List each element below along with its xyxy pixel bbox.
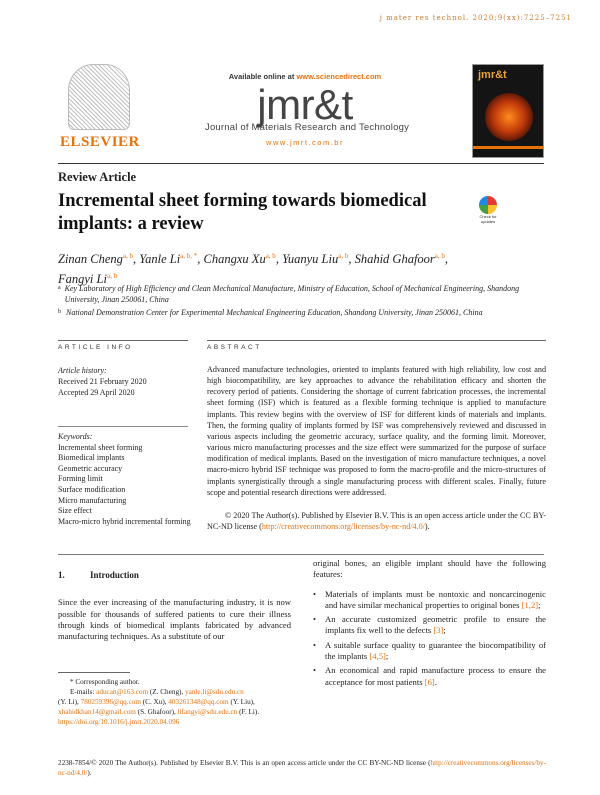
copyright-prefix: © 2020 The Author(s). Published by Elsevier B.V. This is an open access article under the CC BY-NC-ND license (: [207, 511, 546, 532]
abstract-heading: ABSTRACT: [207, 344, 262, 351]
author-sup[interactable]: a, b: [265, 252, 276, 260]
affiliations: [58, 283, 528, 320]
section-number: 1.: [58, 570, 65, 580]
footnote-rule: [58, 672, 130, 673]
email-link[interactable]: yanle.li@sdu.edu.cn: [185, 688, 244, 696]
corresponding-author: * Corresponding author.: [70, 678, 140, 686]
list-item: [313, 665, 546, 688]
list-item: [313, 640, 546, 663]
cover-art: [485, 93, 533, 141]
email-owner: (Y. Liu),: [228, 698, 255, 706]
author-sup[interactable]: a, b: [434, 252, 445, 260]
bullet-end: ;: [443, 625, 446, 636]
article-info-heading: ARTICLE INFO: [58, 344, 133, 351]
bullet-text: An economical and rapid manufacture process to ensure the acceptance for most patients: [325, 665, 546, 687]
body-right-column: [313, 558, 546, 691]
section-title: Introduction: [90, 570, 139, 580]
article-title: Incremental sheet forming towards biomedical implants: a review: [58, 191, 427, 234]
footnotes: [58, 677, 298, 727]
bullet-end: ;: [538, 599, 541, 610]
keywords-label: Keywords:: [58, 432, 93, 441]
elsevier-wordmark: ELSEVIER: [60, 134, 140, 150]
bullet-text: An accurate customized geometric profile to ensure the implants fix well to the defects: [325, 614, 546, 636]
abstract-copyright: [207, 510, 546, 532]
affiliation-item: [58, 307, 528, 318]
email-owner: (F. Li).: [237, 708, 260, 716]
bullet-end: .: [434, 676, 437, 687]
citation-link[interactable]: [3]: [433, 625, 444, 636]
author-list: Zinan Cheng$^{a, b}$, Yanle $Li^{a, b, *}$, Changxu Xu$^{a, b}$, Yuanyu Liu$^{a, b}$, Shahid Ghafoor$^{a, b}$, Fangyi Li$^{a, b}$: [58, 252, 449, 287]
cover-strip: [473, 146, 543, 149]
issn-prefix: 2238-7854/© 2020 The Author(s). Published by Elsevier B.V. This is an open access article under the CC BY-NC-ND license (: [58, 759, 431, 767]
issn-license: [58, 758, 546, 778]
elsevier-logo: [60, 64, 138, 154]
author-name: Changxu Xu: [203, 252, 266, 267]
author-name: Yanle Li: [139, 252, 181, 267]
features-lead: original bones, an eligible implant should have the following features:: [313, 558, 546, 580]
bullet-text: A suitable surface quality to guarantee the biocompatibility of the implants: [325, 639, 546, 662]
citation-link[interactable]: [4,5]: [369, 651, 386, 662]
email-link[interactable]: 403261348@qq.com: [168, 698, 229, 706]
author-name: Shahid Ghafoor: [354, 252, 435, 267]
section-heading: [58, 570, 291, 581]
header-divider: [58, 163, 544, 164]
body-divider: [58, 554, 544, 555]
emails-label: E-mails:: [70, 688, 95, 696]
available-prefix: Available online at: [228, 72, 295, 81]
issn-suffix: ).: [87, 769, 92, 777]
bullet-text: Materials of implants must be nontoxic and noncarcinogenic and have similar mechanical properties to original bones: [325, 588, 546, 610]
abstract-rule: [207, 340, 546, 341]
crossmark-button[interactable]: [476, 196, 500, 226]
running-head: j mater res technol. 2020;9(xx):7225–7251: [379, 14, 572, 22]
author-name: Zinan Cheng: [58, 252, 123, 267]
accepted-date: Accepted 29 April 2020: [58, 388, 135, 397]
intro-paragraph: Since the ever increasing of the manufacturing industry, it is now possible for thousands of suffered patients to cure their illness through kinds of biomedical implants fabricated by advanced manufacturing techniques. As a substitute of our: [58, 597, 291, 642]
features-list: [313, 589, 546, 688]
email-link[interactable]: lifangyi@sdu.edu.cn: [177, 708, 238, 716]
email-link[interactable]: xhahidkhan14@gmail.com: [58, 708, 136, 716]
email-line: [58, 697, 298, 707]
email-line: [58, 687, 298, 697]
keyword: Biomedical implants: [58, 453, 125, 463]
keyword: Geometric accuracy: [58, 463, 123, 473]
email-owner: (C. Xu),: [140, 698, 169, 706]
email-line: [58, 707, 298, 717]
article-type: Review Article: [58, 170, 137, 184]
citation-link[interactable]: [6]: [424, 676, 435, 687]
email-link[interactable]: aducan@163.com: [96, 688, 149, 696]
keyword: Micro manufacturing: [58, 495, 127, 505]
keyword: Size effect: [58, 506, 92, 516]
article-history: [58, 365, 188, 398]
abstract-text: Advanced manufacture technologies, oriented to implants featured with high reliability, low cost and high biocompatibility, are key approaches to advance the rehabilitation efficacy and shorten the recovery period of patients. Considering the shortage of current fabrication processes, the incremental sheet forming (ISF) which is featured as a flexible forming technique is applied to manufacture implants. This review begins with the overview of ISF for different kinds of materials and implants. Then, the forming quality of implants formed by ISF was comprehensively reviewed and discussed in various aspects including the geometric accuracy, surface quality, and the forming limit. Moreover, various micro manufacturing processes and the size effect were summarized for the purpose of surface modification of medical implants. Based on the investigation of micro manufacture techniques, a novel macro-micro hybrid ISF technique was proposed to form the macro-profile and the micro-structures of implants synergistically through a single manufacturing process with different scales. Finally, future scope and potential research directions were addressed.: [207, 365, 546, 497]
body-left-column: [58, 570, 291, 642]
doi-link[interactable]: https://doi.org/10.1016/j.jmrt.2020.04.096: [58, 718, 180, 726]
affiliation-text: National Demonstration Center for Experimental Mechanical Engineering Education, Shandong University, Jinan 250061, China: [66, 308, 483, 317]
crossmark-icon: [479, 196, 497, 214]
citation-link[interactable]: [1,2]: [521, 599, 539, 610]
author-name: Fangyi Li: [58, 272, 107, 287]
keyword: Macro-micro hybrid incremental forming: [58, 516, 191, 526]
affiliation-mark: a: [58, 285, 61, 291]
keyword: Incremental sheet forming: [58, 442, 143, 452]
journal-masthead: jmr&t: [257, 81, 353, 128]
elsevier-tree-icon: [68, 64, 130, 130]
affiliation-item: [58, 283, 528, 305]
available-online: [150, 72, 460, 81]
copyright-suffix: ).: [424, 522, 430, 532]
received-date: Received 21 February 2020: [58, 377, 147, 386]
author-sup[interactable]: a, b: [122, 252, 134, 260]
email-link[interactable]: 780259396@qq.com: [80, 698, 141, 706]
list-item: [313, 589, 546, 612]
license-link[interactable]: http://creativecommons.org/licenses/by-nc-nd/4.0/: [58, 759, 546, 777]
list-item: [313, 614, 546, 637]
keywords-rule: [58, 426, 188, 427]
journal-cover-image: [472, 64, 544, 158]
keywords: [58, 432, 193, 527]
email-owner: (Z. Cheng),: [148, 688, 186, 696]
journal-full-name: Journal of Materials Research and Technology: [205, 122, 410, 133]
bullet-end: ;: [385, 651, 389, 662]
history-label: Article history:: [58, 366, 107, 375]
author-sup[interactable]: a, b, *: [180, 252, 198, 260]
article-info-rule: [58, 340, 188, 341]
email-owner: (Y. Li),: [58, 698, 81, 706]
affiliation-mark: b: [58, 309, 61, 315]
email-owner: (S. Ghafoor),: [135, 708, 178, 716]
crossmark-label: Check for updates: [479, 214, 497, 224]
affiliation-text: Key Laboratory of High Efficiency and Clean Mechanical Manufacture, Ministry of Education, School of Mechanical Engineering, Shandong University, Jinan 250061, China: [64, 284, 520, 304]
author-sup[interactable]: a, b: [338, 252, 349, 260]
author-name: Yuanyu Liu: [282, 252, 339, 267]
sciencedirect-link[interactable]: www.sciencedirect.com: [296, 72, 382, 81]
keyword: Surface modification: [58, 484, 126, 494]
license-link[interactable]: http://creativecommons.org/licenses/by-nc-nd/4.0/: [261, 522, 425, 532]
cover-title: jmr&t: [478, 69, 507, 81]
journal-url[interactable]: www.jmrt.com.br: [266, 138, 344, 147]
author-sup[interactable]: a, b: [106, 272, 118, 281]
keyword: Forming limit: [58, 474, 103, 484]
